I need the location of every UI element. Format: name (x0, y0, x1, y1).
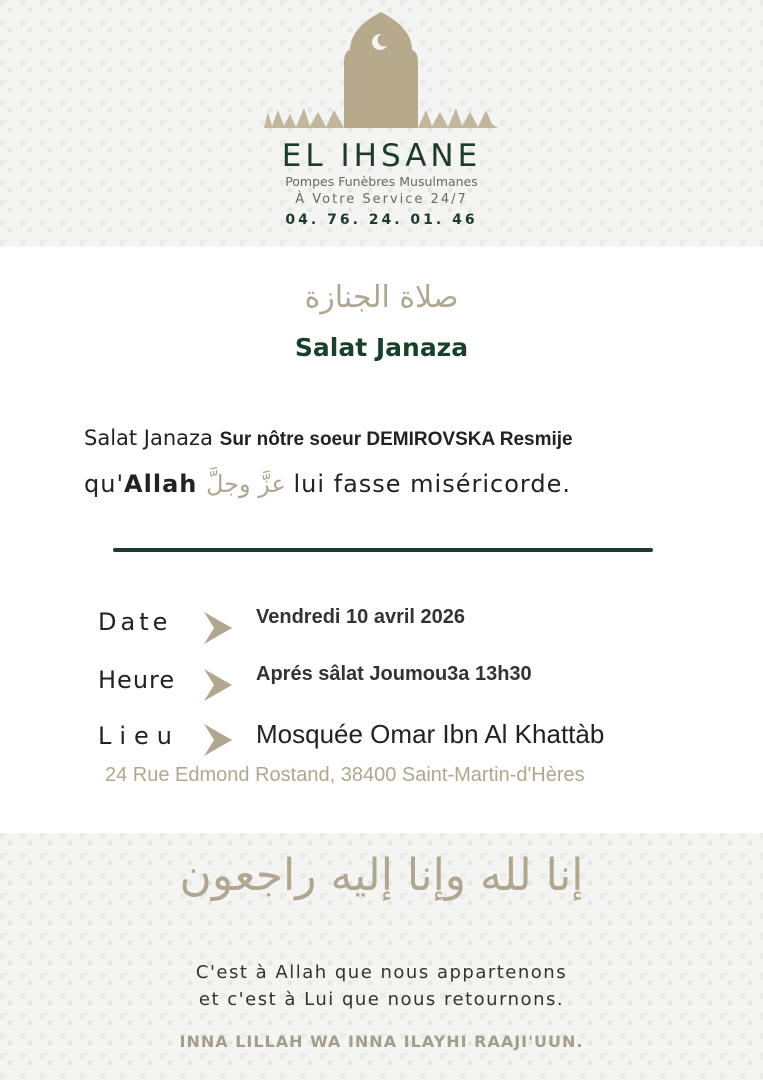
address: 24 Rue Edmond Rostand, 38400 Saint-Martin-d'Hères (105, 764, 585, 786)
arabic-honorific: عزَّ وجلَّ (206, 470, 286, 498)
mihrab-logo-icon (0, 0, 763, 135)
date-value: Vendredi 10 avril 2026 (256, 606, 466, 628)
announcement-prefix: Salat Janaza (84, 426, 213, 450)
date-label: Date (98, 608, 172, 636)
chevron-right-icon (200, 667, 234, 703)
arabic-title: صلاة الجنازة (304, 280, 459, 315)
chevron-right-icon (200, 722, 234, 758)
brand-name: EL IHSANE (281, 138, 482, 174)
translation-line-1: C'est à Allah que nous appartenons (195, 962, 568, 983)
tagline: Pompes Funèbres Musulmanes (285, 174, 478, 189)
chevron-right-icon (200, 610, 234, 646)
transliteration: INNA LILLAH WA INNA ILAYHI RAAJI'UUN. (179, 1032, 584, 1051)
time-label: Heure (98, 666, 176, 694)
place-label: Lieu (98, 722, 181, 750)
place-value: Mosquée Omar Ibn Al Khattàb (256, 719, 605, 749)
translation-line-2: et c'est à Lui que nous retournons. (198, 989, 565, 1010)
prayer-line (84, 470, 571, 498)
page-title: Salat Janaza (294, 333, 469, 362)
time-value: Aprés sâlat Joumou3a 13h30 (256, 663, 532, 685)
divider (113, 548, 653, 552)
arabic-calligraphy: إنا لله وإنا إليه راجعون (179, 850, 584, 901)
phone-number: 04. 76. 24. 01. 46 (285, 212, 478, 228)
prayer-start: qu' (84, 470, 125, 498)
deceased-name: Sur nôtre soeur DEMIROVSKA Resmije (219, 429, 573, 450)
allah-word: Allah (124, 470, 198, 498)
announcement-line (84, 426, 573, 451)
prayer-end: lui fasse miséricorde. (293, 470, 571, 498)
service-hours: À Votre Service 24/7 (295, 192, 468, 207)
